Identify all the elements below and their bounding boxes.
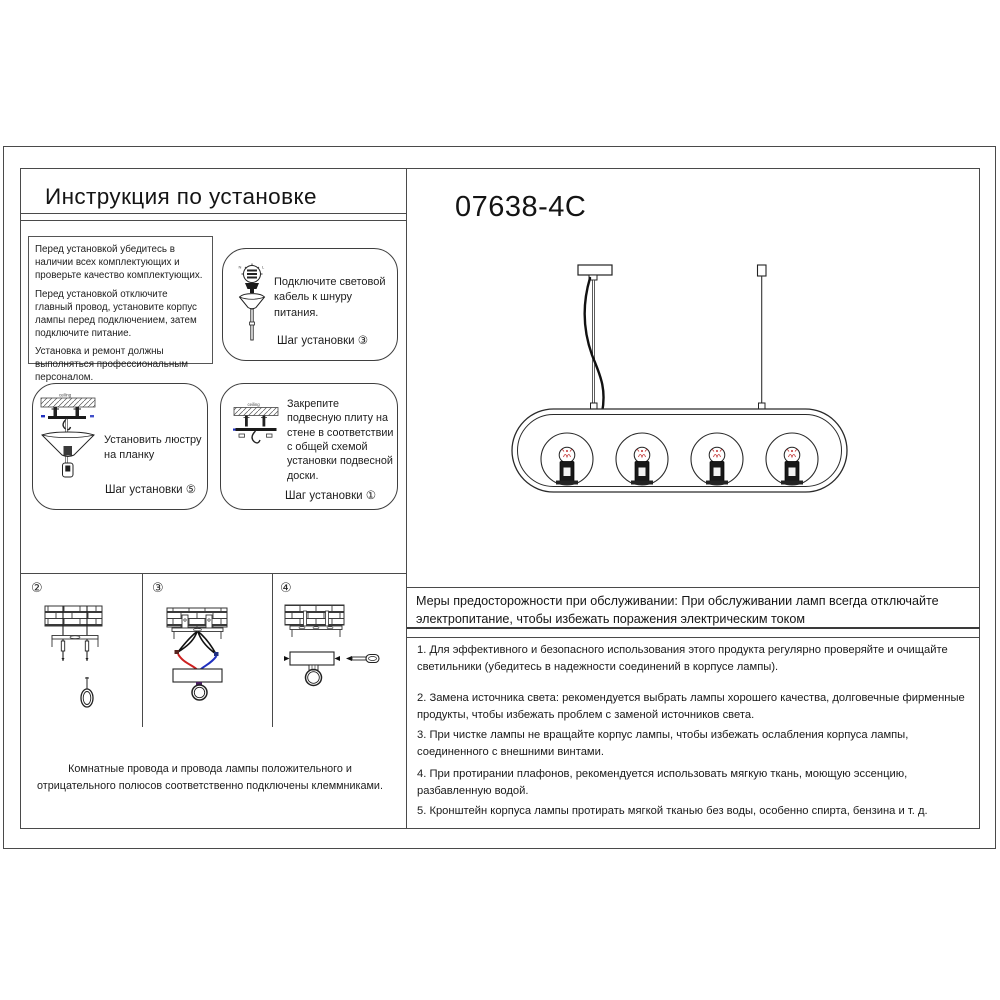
arrow-right [335, 656, 341, 661]
panel-2-diagram [20, 573, 142, 727]
fix-plate-icon [233, 401, 279, 465]
red-wire [178, 654, 198, 670]
ceiling-plate [578, 265, 612, 275]
screwdriver-shaft [352, 657, 366, 660]
prep-paragraph-2: Перед установкой отключите главный провод, установите корпус лампы перед подключением, затем подключите питание. [35, 288, 197, 339]
step-label: Шаг установки ③ [277, 335, 369, 347]
safety-item-4: 4. При протирании плафонов, рекомендуется использовать мягкую ткань, моющую эссенцию, разбавленную водой. [417, 768, 908, 797]
safety-item-1: 1. Для эффективного и безопасного использования этого продукта регулярно проверяйте и очищайте светильники (убедитесь в надежности соединений в корпусе лампы). [417, 644, 948, 673]
panel-number-2: ② [31, 580, 43, 595]
model-number: 07638-4C [455, 191, 587, 223]
safety-item-5: 5. Кронштейн корпуса лампы протирать мягкой тканью без воды, особенно спирта, бензина и т. д. [417, 805, 928, 817]
anchor-screw [85, 677, 89, 689]
blue-wire [200, 656, 217, 670]
safety-separator-thick [407, 627, 980, 629]
panel-number-4: ④ [280, 580, 292, 595]
ceiling-label: ceiling [247, 402, 260, 407]
connect-cable-icon [238, 262, 266, 344]
step-text: Установить люстру на планку [104, 434, 202, 462]
ceiling-label: ceiling [59, 392, 72, 398]
prep-paragraph-3: Установка и ремонт должны выполняться профессиональным персоналом. [35, 346, 189, 384]
suspension-rod-left [593, 280, 595, 404]
panel-number-3: ③ [152, 580, 164, 595]
mount-chandelier-icon [39, 391, 97, 489]
safety-item-2: 2. Замена источника света: рекомендуется выбрать лампы хорошего качества, долговечные фирменные продукты, чтобы избежать проблем с заменой источников света. [417, 692, 965, 721]
black-wire-right [198, 632, 216, 655]
safety-header: Меры предосторожности при обслуживании: При обслуживании ламп всегда отключайте электропитание, чтобы избежать поражения электрическим током [416, 594, 939, 627]
safety-item-3: 3. При чистке лампы не вращайте корпус лампы, чтобы избежать ослабления корпуса лампы, соединенного с внешними винтами. [417, 729, 909, 758]
panel-divider-1 [142, 573, 143, 727]
brick-wall [285, 605, 344, 625]
step-text: Подключите световой кабель к шнуру питания. [274, 276, 386, 319]
wire-n-label: N [238, 264, 242, 270]
pendant-lamp-drawing [406, 168, 980, 587]
step-box-fix-plate [220, 383, 398, 510]
brick-wall [45, 606, 102, 626]
panel-4-diagram [272, 573, 406, 727]
brick-wall [167, 608, 227, 627]
wire-l-label: L [262, 264, 265, 270]
canopy-plate [173, 669, 222, 682]
black-wire-left [178, 632, 197, 653]
canopy-plate [290, 652, 334, 665]
step-label: Шаг установки ⑤ [105, 484, 197, 496]
panel-3-diagram [145, 573, 272, 727]
step-label: Шаг установки ① [285, 490, 377, 502]
step-box-mount-chandelier [32, 383, 208, 510]
page-title: Инструкция по установке [45, 184, 317, 209]
wiring-note: Комнатные провода и провода лампы положительного и отрицательного полюсов соответственно подключены клеммниками. [37, 763, 383, 792]
safety-separator-top [407, 587, 980, 588]
step-box-connect-cable [222, 248, 398, 361]
preparation-box [28, 236, 213, 384]
screwdriver-handle [366, 655, 379, 663]
step-text: Закрепите подвесную плиту на стене в соответствии с общей схемой установки подвесной доски. [287, 398, 394, 482]
title-separator-top [21, 213, 406, 214]
arrow-left [284, 656, 290, 661]
prep-paragraph-1: Перед установкой убедитесь в наличии всех комплектующих и проверьте качество комплектующих. [35, 244, 203, 281]
title-separator-bottom [21, 220, 406, 221]
safety-separator-thin [407, 637, 980, 638]
